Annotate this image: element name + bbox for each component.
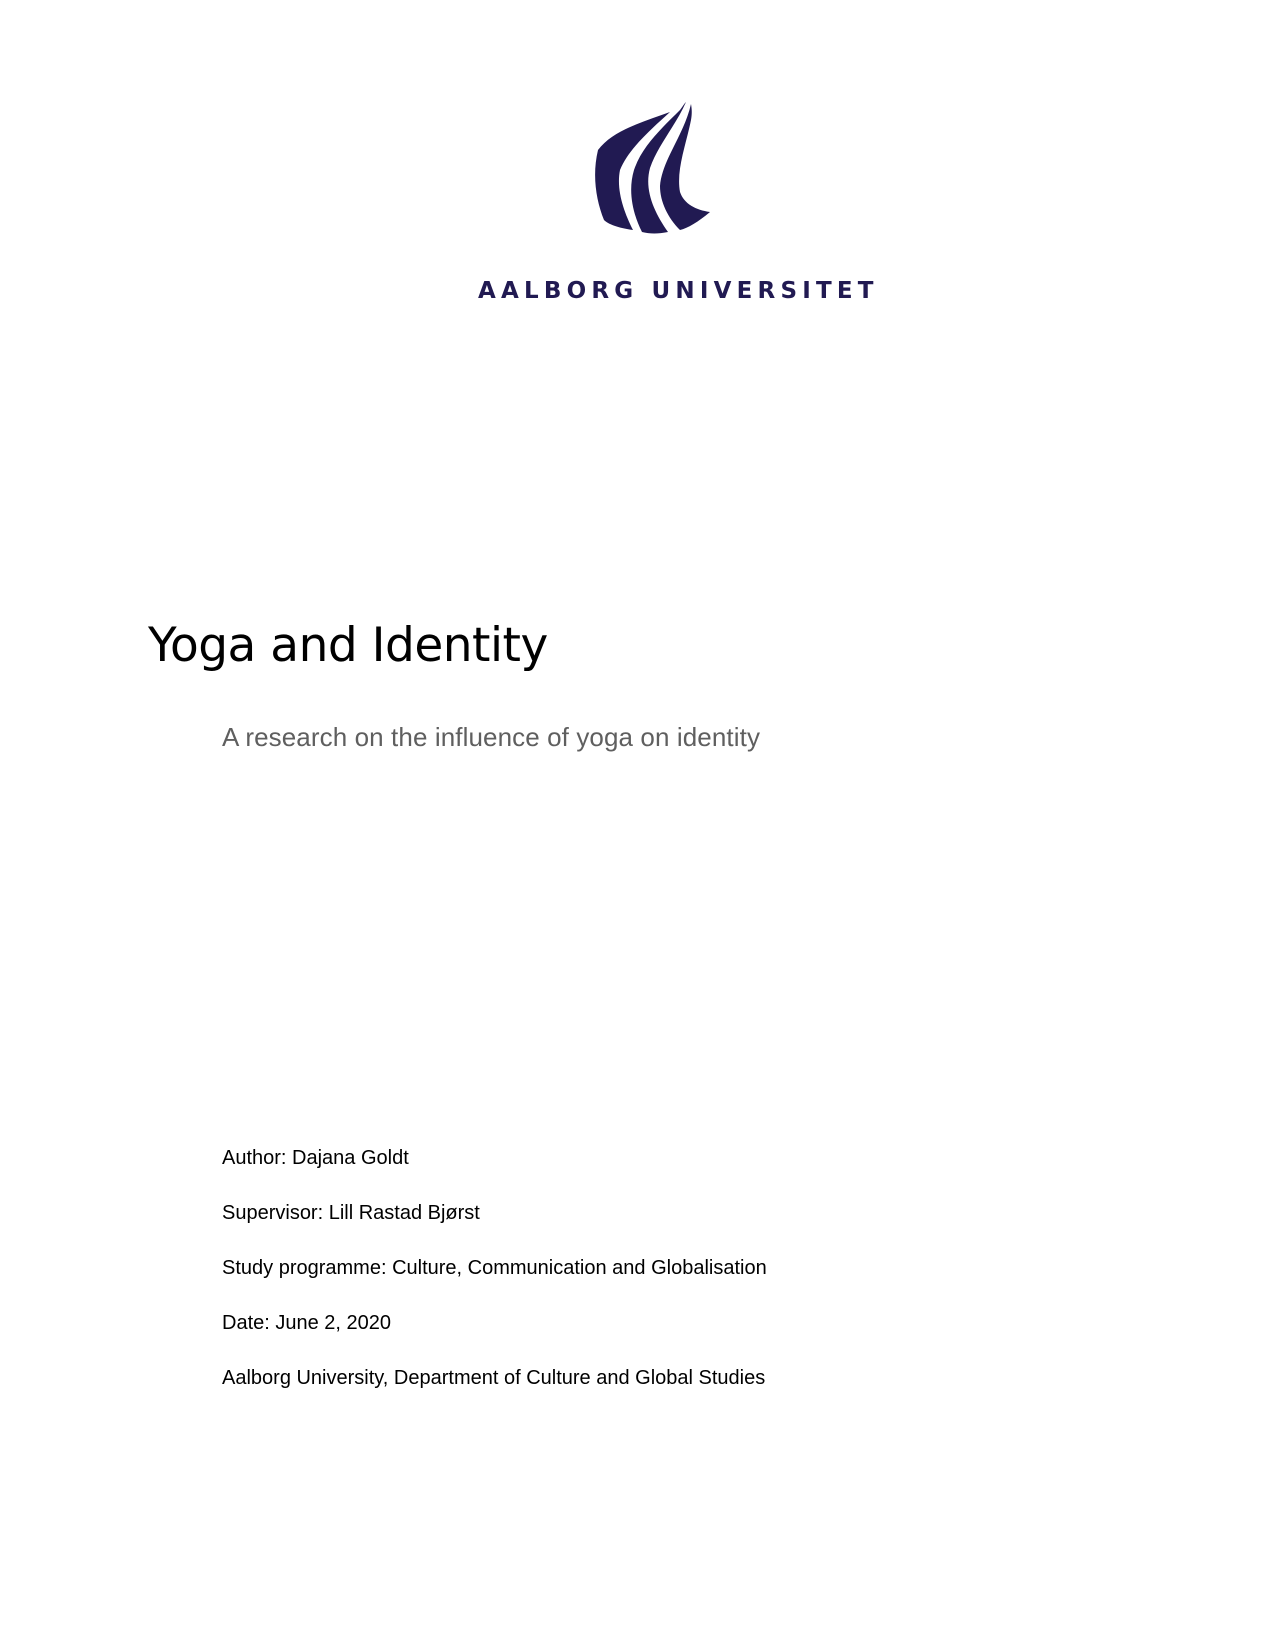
institution-line: Aalborg University, Department of Culture and Global Studies: [222, 1367, 766, 1389]
university-wordmark: AALBORG UNIVERSITET: [478, 278, 879, 304]
author-line: Author: Dajana Goldt: [222, 1147, 409, 1169]
date-line: Date: June 2, 2020: [222, 1312, 392, 1334]
aalborg-university-logo-icon: [588, 100, 718, 236]
document-title: Yoga and Identity: [148, 618, 548, 673]
study-programme-line: Study programme: Culture, Communication and Globalisation: [222, 1257, 767, 1279]
supervisor-line: Supervisor: Lill Rastad Bjørst: [222, 1202, 480, 1224]
document-subtitle: A research on the influence of yoga on identity: [222, 722, 761, 752]
